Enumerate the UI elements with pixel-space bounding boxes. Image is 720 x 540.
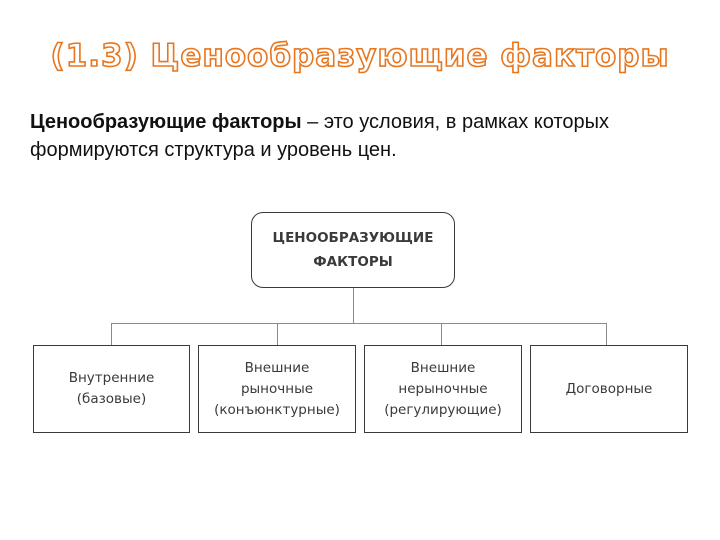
child-node-internal <box>33 345 190 433</box>
child-node-line: (конъюнктурные) <box>214 401 340 418</box>
connector-root-vertical <box>353 288 354 324</box>
connector-child-3 <box>441 323 442 345</box>
child-node-contractual <box>530 345 688 433</box>
root-node-line-2: ФАКТОРЫ <box>313 254 393 270</box>
connector-child-2 <box>277 323 278 345</box>
child-node-line: (базовые) <box>76 391 147 407</box>
definition-term: Ценообразующие факторы <box>30 111 302 133</box>
definition-body: – это условия, в рамках которых формируются структура и уровень цен. <box>30 111 610 161</box>
connector-child-1 <box>111 323 112 345</box>
root-node <box>251 212 455 288</box>
definition-text <box>30 108 690 164</box>
connector-child-4 <box>606 323 607 345</box>
slide-title: (1.3) Ценообразующие факторы <box>50 38 670 74</box>
child-node-line: рыночные <box>240 380 314 397</box>
child-node-line: Внутренние <box>68 370 155 386</box>
child-node-line: (регулирующие) <box>384 401 502 418</box>
child-node-line: Договорные <box>565 380 653 397</box>
child-node-line: Внешние <box>410 359 476 376</box>
connector-horizontal <box>111 323 607 324</box>
child-node-line: Внешние <box>244 359 310 376</box>
root-node-line-1: ЦЕНООБРАЗУЮЩИЕ <box>272 230 434 246</box>
child-node-external-market <box>198 345 356 433</box>
child-node-line: нерыночные <box>398 380 488 397</box>
child-node-external-nonmarket <box>364 345 522 433</box>
